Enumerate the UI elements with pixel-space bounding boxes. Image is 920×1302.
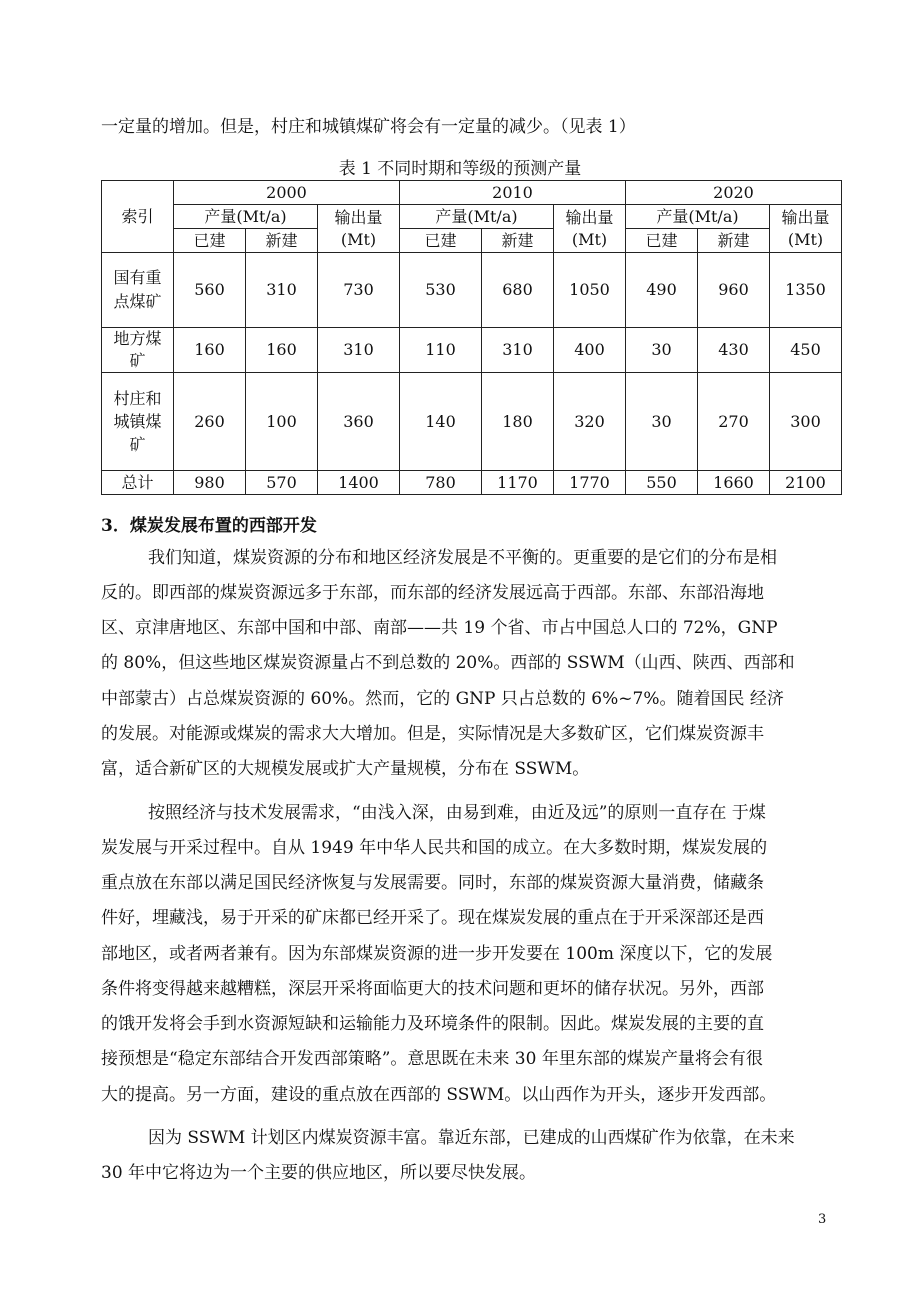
- table-cell: 310: [482, 328, 554, 373]
- table-cell: 400: [554, 328, 626, 373]
- year-header-2010: 2010: [400, 181, 626, 205]
- text-line: 中部蒙古）占总煤炭资源的 60%。然而，它的 GNP 只占总数的 6%~7%。随着国民 经济: [101, 689, 784, 709]
- new-header: 新建: [246, 229, 318, 253]
- text-line: 的 80%，但这些地区煤炭资源量占不到总数的 20%。西部的 SSWM（山西、陕西、西部和: [101, 653, 795, 673]
- text-line: 区、京津唐地区、东部中国和中部、南部——共 19 个省、市占中国总人口的 72%，GNP: [101, 618, 778, 638]
- table-cell: 320: [554, 373, 626, 471]
- table-cell: 300: [770, 373, 842, 471]
- table-cell: 1350: [770, 253, 842, 328]
- production-table: [101, 180, 842, 495]
- table-cell: 160: [246, 328, 318, 373]
- table-cell: 1170: [482, 471, 554, 495]
- row-label: 国有重点煤矿: [102, 253, 174, 328]
- table-cell: 110: [400, 328, 482, 373]
- text-line: 重点放在东部以满足国民经济恢复与发展需要。同时，东部的煤炭资源大量消费，储藏条: [101, 873, 764, 893]
- output-header-2020: 输出量(Mt): [770, 205, 842, 253]
- section-heading: 3．煤炭发展布置的西部开发: [101, 516, 317, 536]
- production-header-2000: 产量(Mt/a): [174, 205, 318, 229]
- row-label: 总计: [102, 471, 174, 495]
- table-cell: 30: [626, 373, 698, 471]
- table-cell: 430: [698, 328, 770, 373]
- table-cell: 310: [318, 328, 400, 373]
- table-cell: 2100: [770, 471, 842, 495]
- text-line: 富，适合新矿区的大规模发展或扩大产量规模，分布在 SSWM。: [101, 759, 590, 779]
- existing-header: 已建: [626, 229, 698, 253]
- text-line: 30 年中它将边为一个主要的供应地区，所以要尽快发展。: [101, 1163, 537, 1183]
- table-cell: 730: [318, 253, 400, 328]
- year-header-2000: 2000: [174, 181, 400, 205]
- text-line: 大的提高。另一方面，建设的重点放在西部的 SSWM。以山西作为开头，逐步开发西部。: [101, 1085, 777, 1105]
- table-cell: 140: [400, 373, 482, 471]
- table-cell: 310: [246, 253, 318, 328]
- text-line: 件好，埋藏浅，易于开采的矿床都已经开采了。现在煤炭发展的重点在于开采深部还是西: [101, 908, 764, 928]
- existing-header: 已建: [400, 229, 482, 253]
- output-header-2000: 输出量(Mt): [318, 205, 400, 253]
- production-header-2020: 产量(Mt/a): [626, 205, 770, 229]
- table-cell: 530: [400, 253, 482, 328]
- table-cell: 980: [174, 471, 246, 495]
- table-cell: 30: [626, 328, 698, 373]
- new-header: 新建: [482, 229, 554, 253]
- table-cell: 550: [626, 471, 698, 495]
- intro-line: 一定量的增加。但是，村庄和城镇煤矿将会有一定量的减少。（见表 1）: [101, 117, 636, 137]
- table-row: [102, 253, 842, 328]
- table-cell: 1660: [698, 471, 770, 495]
- text-line: 接预想是“稳定东部结合开发西部策略”。意思既在未来 30 年里东部的煤炭产量将会有很: [101, 1049, 763, 1069]
- table-cell: 180: [482, 373, 554, 471]
- text-line: 的饿开发将会手到水资源短缺和运输能力及环境条件的限制。因此。煤炭发展的主要的直: [101, 1014, 764, 1034]
- table-cell: 570: [246, 471, 318, 495]
- new-header: 新建: [698, 229, 770, 253]
- table-cell: 260: [174, 373, 246, 471]
- text-line: 按照经济与技术发展需求，“由浅入深，由易到难，由近及远”的原则一直存在 于煤: [148, 803, 766, 823]
- table-caption: 表 1 不同时期和等级的预测产量: [338, 159, 582, 179]
- index-header: 索引: [102, 181, 174, 253]
- table-cell: 1400: [318, 471, 400, 495]
- production-header-2010: 产量(Mt/a): [400, 205, 554, 229]
- output-header-2010: 输出量(Mt): [554, 205, 626, 253]
- table-cell: 100: [246, 373, 318, 471]
- table-row: [102, 471, 842, 495]
- table-cell: 1050: [554, 253, 626, 328]
- table-cell: 490: [626, 253, 698, 328]
- row-label: 地方煤矿: [102, 328, 174, 373]
- existing-header: 已建: [174, 229, 246, 253]
- table-cell: 160: [174, 328, 246, 373]
- table-row: [102, 328, 842, 373]
- row-label: 村庄和城镇煤矿: [102, 373, 174, 471]
- year-header-2020: 2020: [626, 181, 842, 205]
- table-cell: 360: [318, 373, 400, 471]
- table-cell: 270: [698, 373, 770, 471]
- text-line: 部地区，或者两者兼有。因为东部煤炭资源的进一步开发要在 100m 深度以下，它的发展: [101, 944, 773, 964]
- table-cell: 450: [770, 328, 842, 373]
- page-number: 3: [818, 1212, 827, 1227]
- text-line: 我们知道，煤炭资源的分布和地区经济发展是不平衡的。更重要的是它们的分布是相: [148, 548, 777, 568]
- text-line: 反的。即西部的煤炭资源远多于东部，而东部的经济发展远高于西部。东部、东部沿海地: [101, 583, 764, 603]
- table-cell: 1770: [554, 471, 626, 495]
- table-cell: 780: [400, 471, 482, 495]
- table-cell: 560: [174, 253, 246, 328]
- text-line: 炭发展与开采过程中。自从 1949 年中华人民共和国的成立。在大多数时期，煤炭发展的: [101, 838, 768, 858]
- text-line: 因为 SSWM 计划区内煤炭资源丰富。靠近东部，已建成的山西煤矿作为依靠，在未来: [148, 1128, 795, 1148]
- table-cell: 680: [482, 253, 554, 328]
- text-line: 的发展。对能源或煤炭的需求大大增加。但是，实际情况是大多数矿区，它们煤炭资源丰: [101, 724, 764, 744]
- text-line: 条件将变得越来越糟糕，深层开采将面临更大的技术问题和更坏的储存状况。另外，西部: [101, 979, 764, 999]
- table-row: [102, 373, 842, 471]
- table-cell: 960: [698, 253, 770, 328]
